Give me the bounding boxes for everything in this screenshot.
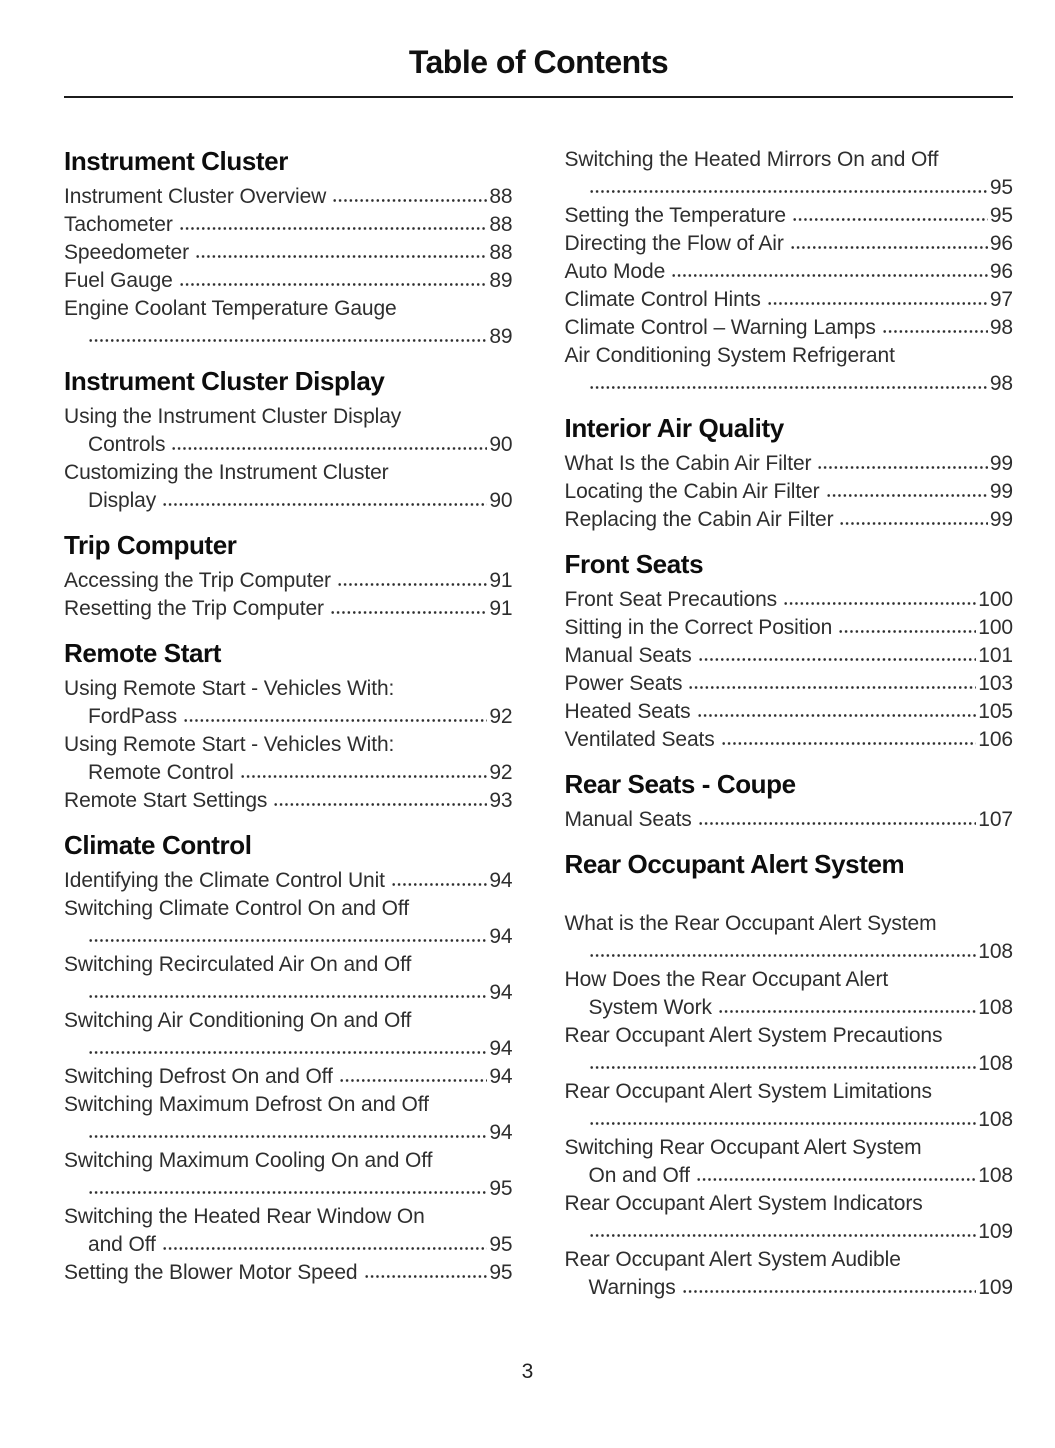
leader-dots [162, 502, 487, 507]
entry-page-number: 88 [489, 241, 513, 264]
toc-entry[interactable] [64, 183, 513, 211]
toc-line [64, 1007, 513, 1035]
toc-line [64, 1175, 513, 1203]
toc-entry[interactable] [565, 342, 1014, 398]
toc-section [565, 849, 1014, 1302]
section-entries [64, 567, 513, 623]
entry-page-number: 95 [489, 1261, 513, 1284]
toc-entry[interactable] [64, 1203, 513, 1259]
toc-line [64, 323, 513, 351]
entry-title-text: Climate Control – Warning Lamps [564, 316, 876, 339]
toc-line [64, 787, 513, 815]
toc-entry[interactable] [64, 787, 513, 815]
toc-columns [64, 146, 1013, 1302]
entry-title-text: Rear Occupant Alert System Audible [564, 1248, 901, 1271]
toc-line [565, 286, 1014, 314]
toc-line [565, 994, 1014, 1022]
toc-section [64, 638, 513, 815]
leader-dots [721, 741, 977, 746]
toc-entry[interactable] [64, 867, 513, 895]
toc-line [64, 923, 513, 951]
toc-line [64, 675, 513, 703]
entry-title-text: Sitting in the Correct Position [564, 616, 833, 639]
toc-entry[interactable] [64, 1007, 513, 1063]
leader-dots [698, 821, 977, 826]
entry-title-text: Power Seats [564, 672, 683, 695]
leader-dots [589, 1065, 977, 1070]
entry-page-number: 88 [489, 185, 513, 208]
entry-page-number: 94 [489, 1121, 513, 1144]
entry-title-text: Air Conditioning System Refrigerant [564, 344, 895, 367]
entry-title-text: FordPass [88, 705, 178, 728]
entry-page-number: 94 [489, 925, 513, 948]
toc-line [565, 202, 1014, 230]
toc-line [64, 267, 513, 295]
entry-title-text: Replacing the Cabin Air Filter [564, 508, 834, 531]
toc-section [64, 830, 513, 1287]
entry-page-number: 99 [989, 480, 1013, 503]
leader-dots [332, 198, 487, 203]
entry-page-number: 97 [989, 288, 1013, 311]
leader-dots [696, 1177, 976, 1182]
toc-entry[interactable] [565, 698, 1014, 726]
section-heading: Rear Occupant Alert System [564, 849, 905, 879]
toc-line [565, 1106, 1014, 1134]
leader-dots [171, 446, 487, 451]
toc-line [565, 910, 1014, 938]
entry-page-number: 99 [989, 452, 1013, 475]
toc-entry[interactable] [565, 966, 1014, 1022]
leader-dots [792, 217, 988, 222]
entry-title-text: Tachometer [64, 213, 173, 236]
leader-dots [273, 802, 487, 807]
toc-entry[interactable] [64, 267, 513, 295]
entry-title-text: Setting the Blower Motor Speed [64, 1261, 358, 1284]
toc-line [565, 230, 1014, 258]
leader-dots [589, 1233, 977, 1238]
toc-entry[interactable] [565, 146, 1014, 202]
leader-dots [179, 282, 488, 287]
leader-dots [162, 1246, 488, 1251]
section-entries [565, 146, 1014, 398]
toc-entry[interactable] [565, 910, 1014, 966]
toc-entry[interactable] [565, 670, 1014, 698]
toc-line [565, 370, 1014, 398]
leader-dots [88, 1050, 487, 1055]
entry-page-number: 108 [978, 996, 1013, 1019]
leader-dots [88, 994, 487, 999]
entry-title-text: Switching the Heated Rear Window On [64, 1205, 425, 1228]
toc-line [565, 806, 1014, 834]
entry-title-text: Switching the Heated Mirrors On and Off [564, 148, 939, 171]
toc-line [64, 1091, 513, 1119]
toc-line [64, 1063, 513, 1091]
leader-dots [718, 1009, 976, 1014]
toc-line [64, 1203, 513, 1231]
toc-entry[interactable] [565, 478, 1014, 506]
toc-line [565, 642, 1014, 670]
toc-line [565, 146, 1014, 174]
leader-dots [839, 521, 987, 526]
toc-entry[interactable] [64, 1091, 513, 1147]
section-entries [565, 806, 1014, 834]
entry-page-number: 98 [989, 372, 1013, 395]
section-entries [565, 586, 1014, 754]
toc-line [565, 1218, 1014, 1246]
toc-entry[interactable] [64, 1147, 513, 1203]
toc-section [565, 413, 1014, 534]
toc-entry[interactable] [565, 314, 1014, 342]
entry-title-text: Locating the Cabin Air Filter [564, 480, 820, 503]
toc-section [565, 146, 1014, 398]
entry-title-text: Instrument Cluster Overview [64, 185, 327, 208]
leader-dots [337, 582, 487, 587]
section-heading: Instrument Cluster [64, 146, 288, 176]
toc-entry[interactable] [565, 506, 1014, 534]
toc-line [565, 478, 1014, 506]
toc-entry[interactable] [565, 642, 1014, 670]
title-divider-rule [64, 96, 1013, 98]
toc-line [565, 1022, 1014, 1050]
leader-dots [330, 610, 487, 615]
toc-entry[interactable] [565, 726, 1014, 754]
entry-title-text: Identifying the Climate Control Unit [64, 869, 385, 892]
toc-line [64, 1119, 513, 1147]
leader-dots [88, 1190, 487, 1195]
entry-page-number: 96 [989, 260, 1013, 283]
section-heading: Rear Seats - Coupe [564, 769, 796, 799]
toc-line [64, 595, 513, 623]
entry-page-number: 91 [489, 597, 513, 620]
toc-line [565, 450, 1014, 478]
entry-title-text: Manual Seats [564, 644, 692, 667]
toc-entry[interactable] [64, 1259, 513, 1287]
entry-title-text: Climate Control Hints [564, 288, 761, 311]
leader-dots [88, 1134, 487, 1139]
entry-page-number: 95 [489, 1233, 513, 1256]
section-heading: Remote Start [64, 638, 222, 668]
toc-entry[interactable] [565, 1022, 1014, 1078]
entry-page-number: 93 [489, 789, 513, 812]
entry-title-text: Fuel Gauge [64, 269, 173, 292]
entry-page-number: 100 [978, 616, 1013, 639]
entry-title-text: Engine Coolant Temperature Gauge [64, 297, 397, 320]
toc-line [64, 487, 513, 515]
toc-column-left [64, 146, 513, 1302]
section-entries [64, 867, 513, 1287]
entry-page-number: 92 [489, 705, 513, 728]
toc-entry[interactable] [64, 459, 513, 515]
entry-title-text: What Is the Cabin Air Filter [564, 452, 812, 475]
entry-page-number: 95 [989, 204, 1013, 227]
toc-section [64, 530, 513, 623]
leader-dots [240, 774, 488, 779]
toc-line [64, 431, 513, 459]
toc-line [64, 1147, 513, 1175]
entry-title-text: Rear Occupant Alert System Indicators [564, 1192, 923, 1215]
entry-title-text: Rear Occupant Alert System Precautions [564, 1024, 943, 1047]
entry-title-text: Ventilated Seats [564, 728, 715, 751]
leader-dots [589, 385, 988, 390]
toc-line [565, 938, 1014, 966]
entry-page-number: 89 [489, 325, 513, 348]
entry-page-number: 105 [978, 700, 1013, 723]
entry-page-number: 99 [989, 508, 1013, 531]
toc-line [565, 1050, 1014, 1078]
leader-dots [767, 301, 988, 306]
toc-entry[interactable] [565, 230, 1014, 258]
toc-entry[interactable] [565, 450, 1014, 478]
section-entries [64, 183, 513, 351]
leader-dots [697, 713, 977, 718]
leader-dots [838, 629, 976, 634]
entry-page-number: 109 [978, 1276, 1013, 1299]
entry-title-text: How Does the Rear Occupant Alert [564, 968, 889, 991]
entry-title-text: Auto Mode [564, 260, 666, 283]
toc-line [565, 1162, 1014, 1190]
toc-section [565, 549, 1014, 754]
toc-entry[interactable] [565, 806, 1014, 834]
entry-title-text: and Off [88, 1233, 156, 1256]
entry-page-number: 96 [989, 232, 1013, 255]
leader-dots [589, 189, 988, 194]
leader-dots [589, 953, 977, 958]
entry-title-text: Manual Seats [564, 808, 692, 831]
entry-title-text: Switching Rear Occupant Alert System [564, 1136, 922, 1159]
entry-title-text: Front Seat Precautions [564, 588, 778, 611]
leader-dots [589, 1121, 977, 1126]
leader-dots [698, 657, 977, 662]
toc-entry[interactable] [565, 614, 1014, 642]
toc-line [64, 1231, 513, 1259]
toc-line [64, 211, 513, 239]
toc-line [64, 239, 513, 267]
entry-title-text: Using the Instrument Cluster Display [64, 405, 402, 428]
entry-page-number: 100 [978, 588, 1013, 611]
toc-line [64, 183, 513, 211]
toc-line [565, 966, 1014, 994]
entry-page-number: 90 [489, 489, 513, 512]
toc-line [565, 698, 1014, 726]
section-entries [565, 910, 1014, 1302]
entry-page-number: 98 [989, 316, 1013, 339]
toc-line [64, 895, 513, 923]
toc-line [64, 731, 513, 759]
toc-entry[interactable] [565, 258, 1014, 286]
toc-entry[interactable] [64, 731, 513, 787]
entry-page-number: 94 [489, 1065, 513, 1088]
entry-page-number: 108 [978, 1164, 1013, 1187]
entry-page-number: 90 [489, 433, 513, 456]
entry-page-number: 107 [978, 808, 1013, 831]
entry-title-text: Display [88, 489, 157, 512]
entry-title-text: Remote Control [88, 761, 234, 784]
entry-title-text: On and Off [588, 1164, 690, 1187]
entry-page-number: 88 [489, 213, 513, 236]
entry-page-number: 95 [989, 176, 1013, 199]
entry-page-number: 101 [978, 644, 1013, 667]
entry-title-text: What is the Rear Occupant Alert System [564, 912, 937, 935]
section-heading: Climate Control [64, 830, 252, 860]
leader-dots [783, 601, 976, 606]
toc-line [565, 342, 1014, 370]
leader-dots [391, 882, 487, 887]
entry-page-number: 94 [489, 981, 513, 1004]
section-entries [565, 450, 1014, 534]
toc-line [565, 314, 1014, 342]
entry-title-text: Setting the Temperature [564, 204, 786, 227]
entry-title-text: Switching Maximum Cooling On and Off [64, 1149, 433, 1172]
entry-title-text: Using Remote Start - Vehicles With: [64, 677, 395, 700]
toc-line [565, 174, 1014, 202]
entry-page-number: 95 [489, 1177, 513, 1200]
toc-entry[interactable] [565, 1246, 1014, 1302]
toc-line [565, 1190, 1014, 1218]
entry-title-text: Remote Start Settings [64, 789, 268, 812]
entry-title-text: Switching Maximum Defrost On and Off [64, 1093, 429, 1116]
leader-dots [88, 338, 487, 343]
section-heading: Trip Computer [64, 530, 237, 560]
toc-line [565, 506, 1014, 534]
toc-entry[interactable] [64, 675, 513, 731]
leader-dots [183, 718, 487, 723]
entry-title-text: Controls [88, 433, 166, 456]
section-entries [64, 403, 513, 515]
toc-line [64, 1035, 513, 1063]
entry-title-text: Switching Defrost On and Off [64, 1065, 333, 1088]
entry-title-text: Using Remote Start - Vehicles With: [64, 733, 395, 756]
entry-title-text: Heated Seats [564, 700, 691, 723]
footer-page-number: 3 [521, 1360, 534, 1383]
leader-dots [826, 493, 988, 498]
entry-title-text: Customizing the Instrument Cluster [64, 461, 389, 484]
toc-entry[interactable] [64, 951, 513, 1007]
toc-entry[interactable] [565, 1134, 1014, 1190]
entry-title-text: Switching Air Conditioning On and Off [64, 1009, 412, 1032]
toc-entry[interactable] [565, 202, 1014, 230]
leader-dots [817, 465, 987, 470]
entry-title-text: Directing the Flow of Air [564, 232, 784, 255]
toc-entry[interactable] [64, 595, 513, 623]
entry-page-number: 103 [978, 672, 1013, 695]
leader-dots [339, 1078, 488, 1083]
entry-page-number: 109 [978, 1220, 1013, 1243]
toc-entry[interactable] [64, 1063, 513, 1091]
entry-page-number: 108 [978, 940, 1013, 963]
section-heading: Interior Air Quality [564, 413, 784, 443]
leader-dots [364, 1274, 488, 1279]
entry-title-text: System Work [588, 996, 712, 1019]
leader-dots [88, 938, 487, 943]
toc-entry[interactable] [64, 895, 513, 951]
toc-line [64, 403, 513, 431]
entry-title-text: Resetting the Trip Computer [64, 597, 324, 620]
toc-line [64, 951, 513, 979]
entry-page-number: 108 [978, 1108, 1013, 1131]
toc-line [64, 759, 513, 787]
entry-title-text: Rear Occupant Alert System Limitations [564, 1080, 932, 1103]
toc-line [64, 295, 513, 323]
entry-title-text: Speedometer [64, 241, 189, 264]
toc-line [565, 258, 1014, 286]
entry-title-text: Warnings [588, 1276, 676, 1299]
toc-line [565, 726, 1014, 754]
entry-page-number: 94 [489, 1037, 513, 1060]
entry-page-number: 89 [489, 269, 513, 292]
entry-page-number: 108 [978, 1052, 1013, 1075]
toc-entry[interactable] [565, 286, 1014, 314]
toc-line [565, 1274, 1014, 1302]
toc-section [64, 146, 513, 351]
leader-dots [688, 685, 976, 690]
toc-entry[interactable] [64, 403, 513, 459]
section-heading: Front Seats [564, 549, 704, 579]
page-title: Table of Contents [408, 44, 669, 80]
toc-entry[interactable] [565, 1078, 1014, 1134]
toc-line [64, 867, 513, 895]
toc-entry[interactable] [64, 567, 513, 595]
entry-page-number: 91 [489, 569, 513, 592]
leader-dots [790, 245, 988, 250]
entry-title-text: Switching Climate Control On and Off [64, 897, 410, 920]
toc-entry[interactable] [64, 239, 513, 267]
toc-line [64, 567, 513, 595]
leader-dots [882, 329, 988, 334]
toc-line [565, 586, 1014, 614]
toc-entry[interactable] [64, 211, 513, 239]
toc-section [64, 366, 513, 515]
section-heading: Instrument Cluster Display [64, 366, 385, 396]
toc-line [565, 1078, 1014, 1106]
toc-line [565, 614, 1014, 642]
leader-dots [682, 1289, 977, 1294]
leader-dots [195, 254, 487, 259]
entry-title-text: Switching Recirculated Air On and Off [64, 953, 412, 976]
toc-line [565, 1134, 1014, 1162]
toc-line [565, 670, 1014, 698]
entry-page-number: 94 [489, 869, 513, 892]
toc-entry[interactable] [565, 1190, 1014, 1246]
toc-column-right [565, 146, 1014, 1302]
toc-entry[interactable] [565, 586, 1014, 614]
toc-section [565, 769, 1014, 834]
leader-dots [671, 273, 988, 278]
toc-line [64, 459, 513, 487]
toc-line [565, 1246, 1014, 1274]
entry-page-number: 92 [489, 761, 513, 784]
toc-line [64, 1259, 513, 1287]
toc-entry[interactable] [64, 295, 513, 351]
entry-title-text: Accessing the Trip Computer [64, 569, 331, 592]
leader-dots [179, 226, 488, 231]
toc-line [64, 703, 513, 731]
section-entries [64, 675, 513, 815]
entry-page-number: 106 [978, 728, 1013, 751]
toc-line [64, 979, 513, 1007]
